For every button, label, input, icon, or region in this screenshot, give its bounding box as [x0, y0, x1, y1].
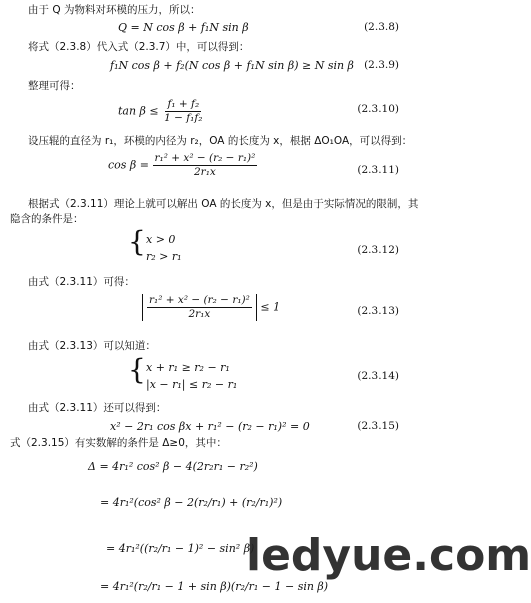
- equation-number-2-3-15: (2.3.15): [357, 420, 399, 432]
- brace-2-3-12: {: [128, 225, 146, 258]
- eq-2-3-13-fraction: [147, 294, 252, 321]
- eq-2-3-11-fraction: [153, 152, 258, 179]
- delta-line-1: Δ = 4r₁² cos² β − 4(2r₂r₁ − r₂²): [88, 460, 258, 473]
- eq-2-3-13-numerator: r₁² + x² − (r₂ − r₁)²: [149, 294, 250, 306]
- equation-2-3-10: [118, 98, 205, 125]
- text-line-1: 由于 Q 为物料对环模的压力，所以：: [28, 4, 201, 16]
- equation-number-2-3-14: (2.3.14): [357, 370, 399, 382]
- eq-2-3-10-lhs: tan β ≤: [118, 104, 159, 118]
- delta-line-2: = 4r₁²(cos² β − 2(r₂/r₁) + (r₂/r₁)²): [100, 496, 283, 509]
- equation-number-2-3-12: (2.3.12): [357, 244, 399, 256]
- eq-2-3-10-denominator: 1 − f₁f₂: [164, 112, 203, 124]
- equation-number-2-3-11: (2.3.11): [357, 164, 399, 176]
- eq-2-3-14-line-a: x + r₁ ≥ r₂ − r₁: [146, 361, 230, 374]
- text-line-2: 将式（2.3.8）代入式（2.3.7）中，可以得到：: [28, 41, 250, 53]
- equation-number-2-3-8: (2.3.8): [364, 21, 399, 33]
- text-line-7: 由式（2.3.13）可以知道：: [28, 340, 156, 352]
- eq-2-3-10-fraction: [162, 98, 204, 125]
- brace-2-3-14: {: [128, 353, 146, 386]
- eq-2-3-14-line-b: |x − r₁| ≤ r₂ − r₁: [146, 378, 238, 391]
- eq-2-3-11-lhs: cos β =: [108, 158, 149, 172]
- equation-2-3-8: Q = N cos β + f₁N sin β: [118, 21, 249, 34]
- eq-2-3-11-numerator: r₁² + x² − (r₂ − r₁)²: [154, 152, 256, 164]
- delta-line-3: = 4r₁²((r₂/r₁ − 1)² − sin² β): [106, 542, 255, 555]
- eq-2-3-10-numerator: f₁ + f₂: [167, 98, 200, 110]
- equation-2-3-13: [142, 294, 280, 321]
- equation-number-2-3-9: (2.3.9): [364, 59, 399, 71]
- equation-2-3-9: f₁N cos β + f₂(N cos β + f₁N sin β) ≥ N sin β: [110, 59, 354, 72]
- watermark-text: ledyue.com: [246, 530, 531, 581]
- eq-2-3-13-denominator: 2r₁x: [188, 308, 211, 320]
- delta-line-4: = 4r₁²(r₂/r₁ − 1 + sin β)(r₂/r₁ − 1 − sin β): [100, 580, 329, 593]
- eq-2-3-12-line-b: r₂ > r₁: [146, 250, 182, 263]
- text-line-6: 由式（2.3.11）可得：: [28, 276, 135, 288]
- text-line-9: 式（2.3.15）有实数解的条件是 Δ≥0，其中：: [10, 437, 227, 449]
- eq-2-3-13-rhs: ≤ 1: [260, 300, 281, 314]
- eq-2-3-12-line-a: x > 0: [146, 233, 176, 246]
- equation-2-3-15: x² − 2r₁ cos βx + r₁² − (r₂ − r₁)² = 0: [110, 420, 310, 433]
- eq-2-3-11-denominator: 2r₁x: [194, 166, 216, 178]
- text-line-3: 整理可得：: [28, 80, 81, 92]
- text-line-4: 设压辊的直径为 r₁，环模的内径为 r₂，OA 的长度为 x，根据 ΔO₁OA，可以得到：: [28, 135, 413, 147]
- text-line-5a: 根据式（2.3.11）理论上就可以解出 OA 的长度为 x，但是由于实际情况的限制，其: [28, 198, 419, 210]
- equation-number-2-3-10: (2.3.10): [357, 103, 399, 115]
- text-line-5b: 隐含的条件是：: [10, 213, 84, 225]
- equation-number-2-3-13: (2.3.13): [357, 305, 399, 317]
- equation-2-3-11: [108, 152, 257, 179]
- eq-2-3-13-abs: [142, 294, 257, 321]
- text-line-8: 由式（2.3.11）还可以得到：: [28, 402, 167, 414]
